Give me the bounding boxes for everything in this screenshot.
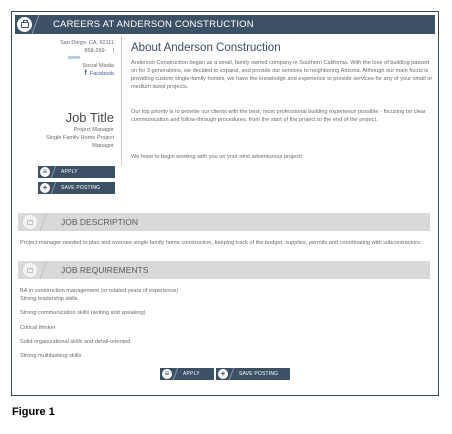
button-divider [229,368,239,380]
button-divider [51,166,61,178]
requirement-item: Solid organizational skills and detail-oriented [20,339,131,345]
job-meta [18,126,114,150]
about-paragraph-2: Our top priority is to provide our clients with the best, most professional building experience possible - focusing on clear communication and follow-through procedures, from the start of the project to the end of the project. [131,109,426,123]
apply-icon: ≡ [40,167,50,177]
apply-label: APPLY [61,169,78,175]
section-divider [40,213,55,231]
figure-caption: Figure 1 [12,406,55,418]
facebook-icon: f [84,70,87,77]
briefcase-icon [17,17,32,32]
job-requirements-title: JOB REQUIREMENTS [61,265,149,275]
plus-icon: + [40,183,50,193]
save-posting-label: SAVE POSTING [61,185,101,191]
briefcase-icon [23,215,37,229]
facebook-label: Facebook [89,71,114,77]
contact-separator: | [112,47,114,54]
job-description-title: JOB DESCRIPTION [61,217,138,227]
page-header [15,15,435,34]
company-address: San Diego, CA, 92111 [60,40,114,46]
job-description-text: Project manager needed to plan and oversee single family home construction, keeping track of the budget, supplies, permits and coordinating with subcontractors. [20,240,422,246]
job-type-line1: Single Family Home Project [46,135,114,141]
requirement-item: Strong multitasking skills [20,353,82,359]
facebook-link[interactable] [18,70,114,79]
about-paragraph-3: We hope to begin working with you on your next adventurous project! [131,154,303,160]
company-phone: 858-269- [84,47,107,54]
requirement-item: Strong communication skills (writing and speaking) [20,310,146,316]
about-title: About Anderson Construction [131,42,281,54]
briefcase-icon [23,263,37,277]
job-title: Job Title [65,110,114,125]
section-divider [40,261,55,279]
apply-button-bottom[interactable] [160,368,214,380]
company-phone-line [18,48,114,56]
button-divider [51,182,61,194]
apply-label: APPLY [183,371,200,377]
plus-icon: + [218,369,228,379]
page-title: CAREERS AT ANDERSON CONSTRUCTION [53,19,254,30]
save-posting-button-top[interactable] [38,182,115,194]
column-divider [121,36,122,166]
company-website-link[interactable]: www [68,55,80,61]
job-description-header [18,213,430,231]
about-paragraph-1: Anderson Construction began as a small, family owned company in Southern California. With the love of building passed on for 3 generations, we decided to expand, and provide our services to neighboring Arizona. Although our main focus is providing custom single-family homes, we have the knowledge and experience to provide services for any of your small or medium sized projects. [131,60,433,90]
header-divider [32,15,49,34]
company-contact [18,40,114,79]
save-posting-label: SAVE POSTING [239,371,279,377]
requirement-item: Strong leadership skills [20,296,78,302]
requirement-item: BA in construction management (or related years of experience) [20,288,179,294]
job-position: Project Manager [73,127,114,133]
job-type-line2: Manager [92,143,114,149]
social-media-label: Social Media [82,62,114,69]
job-requirements-header [18,261,430,279]
button-divider [173,368,183,380]
requirement-item: Critical thinker [20,325,56,331]
apply-icon: ≡ [162,369,172,379]
apply-button-top[interactable] [38,166,115,178]
save-posting-button-bottom[interactable] [216,368,290,380]
